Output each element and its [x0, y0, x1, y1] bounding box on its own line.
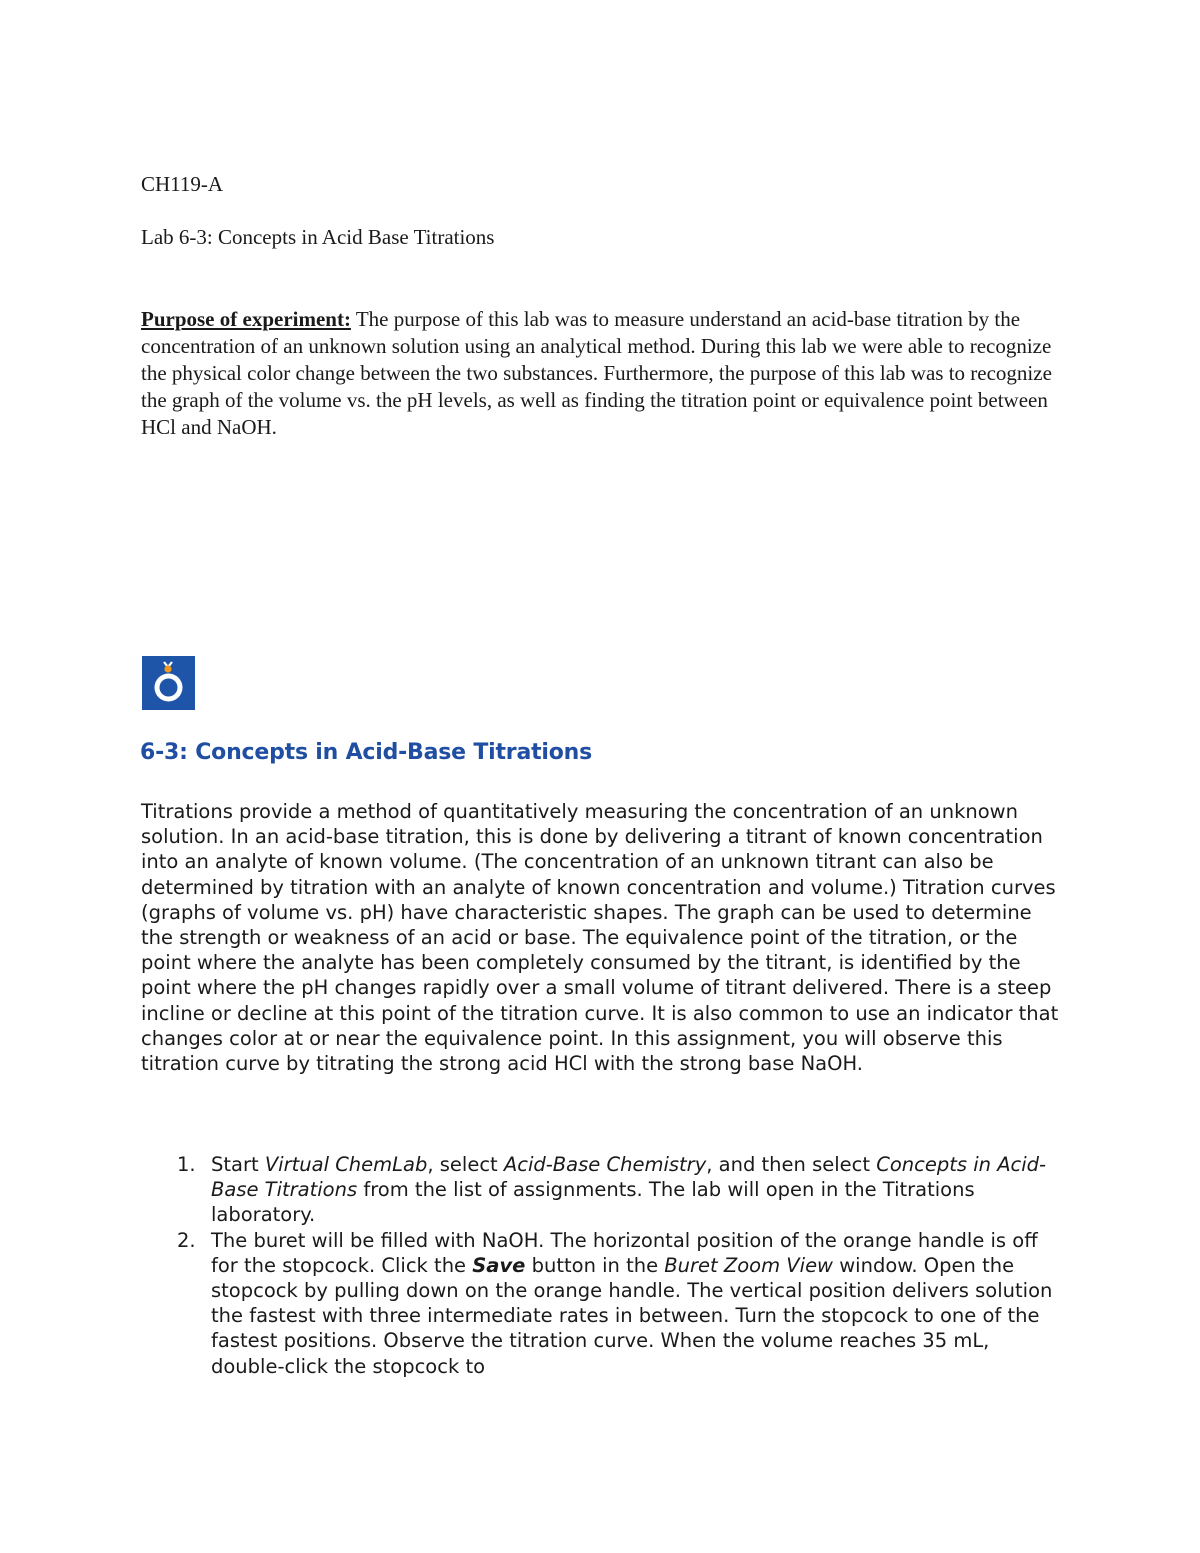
list-item	[141, 1228, 1061, 1379]
step-emphasis: Save	[472, 1253, 526, 1277]
step-text: Start	[211, 1153, 265, 1176]
step-emphasis: Acid-Base Chemistry	[503, 1153, 707, 1176]
step-number: 1.	[177, 1153, 196, 1176]
flask-medal-icon	[142, 656, 195, 710]
step-text: , select	[427, 1153, 504, 1176]
step-text: , and then select	[706, 1153, 877, 1176]
purpose-paragraph	[141, 306, 1066, 441]
step-text: from the list of assignments. The lab will open in the Titrations laboratory.	[211, 1178, 975, 1227]
step-emphasis: Virtual ChemLab	[264, 1153, 428, 1176]
list-item	[141, 1152, 1061, 1228]
step-emphasis: Concepts in Acid-Base Titrations	[211, 1153, 1047, 1202]
step-text: The buret will be filled with NaOH. The horizontal position of the orange handle is off for the stopcock. Click the	[211, 1228, 1038, 1277]
assignment-heading: 6-3: Concepts in Acid-Base Titrations	[140, 740, 593, 765]
step-number: 2.	[177, 1228, 196, 1252]
step-emphasis: Buret Zoom View	[664, 1253, 834, 1277]
step-text: window. Open the stopcock by pulling down on the orange handle. The vertical position delivers solution the fastest with three intermediate rates in between. Turn the stopcock to one of the fastest positions. Observe the titration curve. When the volume reaches 35 mL, double-click the stopcock to	[211, 1253, 1053, 1378]
intro-paragraph: Titrations provide a method of quantitatively measuring the concentration of an unknown solution. In an acid-base titration, this is done by delivering a titrant of known concentration into an analyte of known volume. (The concentration of an unknown titrant can also be determined by titration with an analyte of known concentration and volume.) Titration curves (graphs of volume vs. pH) have characteristic shapes. The graph can be used to determine the strength or weakness of an acid or base. The equivalence point of the titration, or the point where the analyte has been completely consumed by the titrant, is identified by the point where the pH changes rapidly over a small volume of titrant delivered. There is a steep incline or decline at this point of the titration curve. It is also common to use an indicator that changes color at or near the equivalence point. In this assignment, you will observe this titration curve by titrating the strong acid HCl with the strong base NaOH.	[141, 800, 1059, 1076]
instruction-list	[141, 1152, 1061, 1379]
course-code: CH119-A	[141, 172, 224, 196]
lab-title: Lab 6-3: Concepts in Acid Base Titrations	[141, 225, 495, 249]
step-text: button in the	[525, 1253, 665, 1277]
purpose-label: Purpose of experiment:	[141, 307, 351, 331]
purpose-text: The purpose of this lab was to measure understand an acid-base titration by the concentration of an unknown solution using an analytical method. During this lab we were able to recognize the physical color change between the two substances. Furthermore, the purpose of this lab was to recognize the graph of the volume vs. the pH levels, as well as finding the titration point or equivalence point between HCl and NaOH.	[141, 307, 1052, 439]
